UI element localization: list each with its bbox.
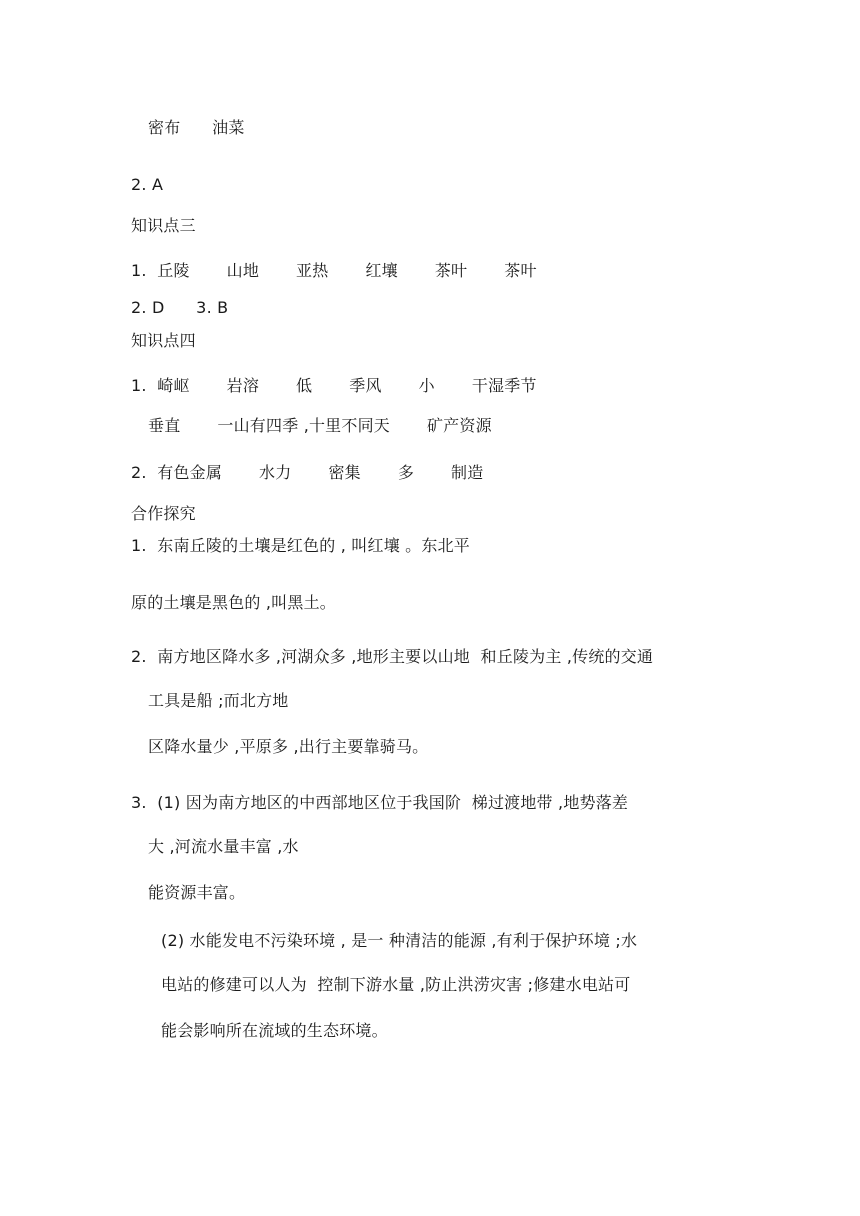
answer-line-k4-1: 1. 崎岖 岩溶 低 季风 小 干湿季节 xyxy=(131,376,537,395)
answer-line-coop-3-1-cont2: 能资源丰富。 xyxy=(148,883,246,902)
section-heading-knowledge-3: 知识点三 xyxy=(131,216,196,235)
answer-line-2a: 2. A xyxy=(131,175,164,194)
answer-line-distribution: 密布 油菜 xyxy=(148,118,245,137)
answer-line-coop-2: 2. 南方地区降水多 ,河湖众多 ,地形主要以山地 和丘陵为主 ,传统的交通 xyxy=(131,647,654,666)
answer-line-coop-3-1: 3. (1) 因为南方地区的中西部地区位于我国阶 梯过渡地带 ,地势落差 xyxy=(131,793,629,812)
answer-line-coop-3-1-cont: 大 ,河流水量丰富 ,水 xyxy=(148,837,299,856)
section-heading-cooperation: 合作探究 xyxy=(131,504,196,523)
answer-line-coop-2-cont: 工具是船 ;而北方地 xyxy=(148,691,289,710)
answer-line-coop-1-cont: 原的土壤是黑色的 ,叫黑土。 xyxy=(131,593,336,612)
answer-line-coop-3-2-cont: 电站的修建可以人为 控制下游水量 ,防止洪涝灾害 ;修建水电站可 xyxy=(161,975,631,994)
answer-line-coop-2-cont2: 区降水量少 ,平原多 ,出行主要靠骑马。 xyxy=(148,737,429,756)
answer-line-k3-1: 1. 丘陵 山地 亚热 红壤 茶叶 茶叶 xyxy=(131,261,537,280)
answer-line-k3-2-3: 2. D 3. B xyxy=(131,298,229,317)
answer-line-coop-3-2-cont2: 能会影响所在流域的生态环境。 xyxy=(161,1021,388,1040)
answer-line-k4-1-cont: 垂直 一山有四季 ,十里不同天 矿产资源 xyxy=(148,416,492,435)
section-heading-knowledge-4: 知识点四 xyxy=(131,331,196,350)
answer-line-coop-3-2: (2) 水能发电不污染环境 , 是一 种清洁的能源 ,有利于保护环境 ;水 xyxy=(161,931,638,950)
answer-line-coop-1: 1. 东南丘陵的土壤是红色的 , 叫红壤 。东北平 xyxy=(131,536,470,555)
answer-line-k4-2: 2. 有色金属 水力 密集 多 制造 xyxy=(131,463,484,482)
